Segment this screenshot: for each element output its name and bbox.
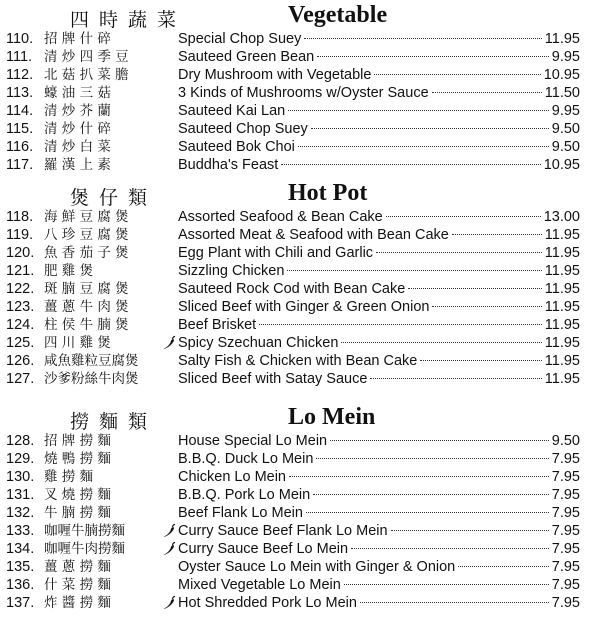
section-title: Hot Pot xyxy=(288,180,368,206)
item-chinese-name: 海 鮮 豆 腐 煲 xyxy=(44,209,129,225)
menu-item xyxy=(0,298,600,316)
section-title-chinese: 撈麵類 xyxy=(70,411,158,433)
item-chinese-name: 招 牌 什 碎 xyxy=(44,31,111,47)
item-number: 135. xyxy=(6,559,35,575)
item-name: Sizzling Chicken xyxy=(178,263,285,279)
dot-leader xyxy=(330,440,549,441)
item-number: 110. xyxy=(6,31,34,47)
item-chinese-name: 四 川 雞 煲 xyxy=(44,335,111,351)
section-header xyxy=(0,2,600,30)
item-price: 11.95 xyxy=(544,263,580,279)
item-chinese-name: 叉 燒 撈 麵 xyxy=(44,487,111,503)
item-chinese-name: 清 炒 四 季 豆 xyxy=(44,49,129,65)
dot-leader xyxy=(391,530,549,531)
section-lo-mein xyxy=(0,404,600,612)
item-name: Sauteed Green Bean xyxy=(178,49,315,65)
section-header xyxy=(0,180,600,208)
item-chinese-name: 清 炒 芥 蘭 xyxy=(44,103,111,119)
item-line xyxy=(178,370,580,388)
item-price: 9.50 xyxy=(551,121,580,137)
item-price: 10.95 xyxy=(543,157,580,173)
item-price: 11.95 xyxy=(544,335,580,351)
item-number: 131. xyxy=(6,487,35,503)
menu-item xyxy=(0,48,600,66)
section-title: Vegetable xyxy=(288,2,388,28)
item-number: 114. xyxy=(6,103,34,119)
item-number: 123. xyxy=(6,299,35,315)
item-chinese-name: 咖喱牛肉撈麵 xyxy=(44,541,125,557)
item-line xyxy=(178,558,580,576)
item-line xyxy=(178,84,580,102)
item-number: 122. xyxy=(6,281,35,297)
item-chinese-name: 羅 漢 上 素 xyxy=(44,157,111,173)
menu-item xyxy=(0,280,600,298)
item-number: 129. xyxy=(6,451,35,467)
item-number: 111. xyxy=(6,49,33,65)
item-price: 9.95 xyxy=(551,103,580,119)
item-price: 9.50 xyxy=(551,433,580,449)
item-name: House Special Lo Mein xyxy=(178,433,328,449)
item-line xyxy=(178,450,580,468)
item-number: 125. xyxy=(6,335,35,351)
item-chinese-name: 牛 腩 撈 麵 xyxy=(44,505,111,521)
item-name: Sauteed Chop Suey xyxy=(178,121,308,137)
item-line xyxy=(178,226,580,244)
menu-item xyxy=(0,30,600,48)
item-chinese-name: 炸 醬 撈 麵 xyxy=(44,595,111,611)
item-chinese-name: 咸魚雞粒豆腐煲 xyxy=(44,353,139,369)
dot-leader xyxy=(298,146,549,147)
chili-pepper-icon xyxy=(160,541,176,557)
item-price: 7.95 xyxy=(551,469,580,485)
item-line xyxy=(178,576,580,594)
item-line xyxy=(178,156,580,174)
menu-item xyxy=(0,370,600,388)
item-line xyxy=(178,504,580,522)
menu-item xyxy=(0,522,600,540)
menu-item xyxy=(0,120,600,138)
item-chinese-name: 咖喱牛腩撈麵 xyxy=(44,523,125,539)
dot-leader xyxy=(281,164,540,165)
item-price: 11.95 xyxy=(544,281,580,297)
item-price: 7.95 xyxy=(551,559,580,575)
item-name: 3 Kinds of Mushrooms w/Oyster Sauce xyxy=(178,85,429,101)
item-number: 127. xyxy=(6,371,35,387)
menu-item xyxy=(0,450,600,468)
item-line xyxy=(178,244,580,262)
menu-item xyxy=(0,156,600,174)
item-price: 9.95 xyxy=(551,49,580,65)
item-line xyxy=(178,540,580,558)
dot-leader xyxy=(376,252,542,253)
menu-item xyxy=(0,244,600,262)
dot-leader xyxy=(317,56,549,57)
menu-item xyxy=(0,66,600,84)
dot-leader xyxy=(259,324,542,325)
dot-leader xyxy=(316,458,548,459)
dot-leader xyxy=(452,234,542,235)
item-name: Oyster Sauce Lo Mein with Ginger & Onion xyxy=(178,559,456,575)
item-name: Curry Sauce Beef Flank Lo Mein xyxy=(178,523,388,539)
item-number: 119. xyxy=(6,227,34,243)
item-number: 112. xyxy=(6,67,34,83)
item-number: 134. xyxy=(6,541,35,557)
item-name: Assorted Seafood & Bean Cake xyxy=(178,209,383,225)
section-hot-pot xyxy=(0,180,600,388)
item-price: 7.95 xyxy=(551,577,580,593)
dot-leader xyxy=(288,110,549,111)
item-chinese-name: 薑 蔥 牛 肉 煲 xyxy=(44,299,129,315)
item-line xyxy=(178,594,580,612)
item-name: Sauteed Bok Choi xyxy=(178,139,295,155)
item-number: 115. xyxy=(6,121,34,137)
item-name: Assorted Meat & Seafood with Bean Cake xyxy=(178,227,449,243)
menu-item xyxy=(0,262,600,280)
item-line xyxy=(178,432,580,450)
item-chinese-name: 柱 侯 牛 腩 煲 xyxy=(44,317,129,333)
item-name: B.B.Q. Duck Lo Mein xyxy=(178,451,314,467)
item-name: Sauteed Kai Lan xyxy=(178,103,286,119)
item-number: 118. xyxy=(6,209,34,225)
menu-item xyxy=(0,316,600,334)
dot-leader xyxy=(306,512,549,513)
item-chinese-name: 魚 香 茄 子 煲 xyxy=(44,245,129,261)
item-price: 7.95 xyxy=(551,523,580,539)
item-line xyxy=(178,102,580,120)
chili-pepper-icon xyxy=(160,335,176,351)
item-name: Sauteed Rock Cod with Bean Cake xyxy=(178,281,406,297)
item-price: 7.95 xyxy=(551,487,580,503)
item-line xyxy=(178,298,580,316)
menu-item xyxy=(0,208,600,226)
item-price: 9.50 xyxy=(551,139,580,155)
menu-item xyxy=(0,558,600,576)
item-chinese-name: 清 炒 白 菜 xyxy=(44,139,111,155)
item-number: 117. xyxy=(6,157,34,173)
item-price: 11.50 xyxy=(544,85,580,101)
item-chinese-name: 招 牌 撈 麵 xyxy=(44,433,111,449)
item-chinese-name: 北 菇 扒 菜 膽 xyxy=(44,67,129,83)
item-chinese-name: 斑 腩 豆 腐 煲 xyxy=(44,281,129,297)
item-name: Special Chop Suey xyxy=(178,31,302,47)
item-number: 113. xyxy=(6,85,34,101)
dot-leader xyxy=(304,38,541,39)
item-name: Salty Fish & Chicken with Bean Cake xyxy=(178,353,418,369)
item-chinese-name: 燒 鴨 撈 麵 xyxy=(44,451,111,467)
item-name: B.B.Q. Pork Lo Mein xyxy=(178,487,311,503)
item-price: 7.95 xyxy=(551,595,580,611)
dot-leader xyxy=(370,378,541,379)
item-name: Spicy Szechuan Chicken xyxy=(178,335,339,351)
item-line xyxy=(178,334,580,352)
item-price: 11.95 xyxy=(544,371,580,387)
menu-item xyxy=(0,486,600,504)
section-title-chinese: 四時蔬菜 xyxy=(70,9,187,31)
item-line xyxy=(178,280,580,298)
dot-leader xyxy=(311,128,549,129)
item-line xyxy=(178,522,580,540)
item-chinese-name: 什 菜 撈 麵 xyxy=(44,577,111,593)
dot-leader xyxy=(408,288,541,289)
menu-item xyxy=(0,432,600,450)
item-number: 132. xyxy=(6,505,35,521)
item-number: 137. xyxy=(6,595,35,611)
item-name: Egg Plant with Chili and Garlic xyxy=(178,245,374,261)
item-line xyxy=(178,66,580,84)
menu-item xyxy=(0,352,600,370)
dot-leader xyxy=(289,476,549,477)
dot-leader xyxy=(287,270,541,271)
item-line xyxy=(178,48,580,66)
item-chinese-name: 肥 雞 煲 xyxy=(44,263,94,279)
item-price: 11.95 xyxy=(544,31,580,47)
dot-leader xyxy=(351,548,549,549)
item-number: 124. xyxy=(6,317,35,333)
item-name: Sliced Beef with Satay Sauce xyxy=(178,371,368,387)
menu-item xyxy=(0,576,600,594)
menu-item xyxy=(0,138,600,156)
section-vegetable xyxy=(0,2,600,174)
section-header xyxy=(0,404,600,432)
item-name: Buddha's Feast xyxy=(178,157,279,173)
dot-leader xyxy=(458,566,549,567)
item-number: 130. xyxy=(6,469,35,485)
item-name: Sliced Beef with Ginger & Green Onion xyxy=(178,299,430,315)
item-name: Beef Flank Lo Mein xyxy=(178,505,303,521)
item-number: 121. xyxy=(6,263,35,279)
item-line xyxy=(178,138,580,156)
chili-pepper-icon xyxy=(160,523,176,539)
item-number: 136. xyxy=(6,577,35,593)
item-line xyxy=(178,120,580,138)
menu-item xyxy=(0,468,600,486)
item-chinese-name: 蠔 油 三 菇 xyxy=(44,85,111,101)
dot-leader xyxy=(420,360,541,361)
dot-leader xyxy=(313,494,549,495)
item-chinese-name: 沙爹粉絲牛肉煲 xyxy=(44,371,139,387)
menu-item xyxy=(0,594,600,612)
item-price: 7.95 xyxy=(551,451,580,467)
menu-item xyxy=(0,334,600,352)
item-number: 120. xyxy=(6,245,35,261)
item-line xyxy=(178,208,580,226)
item-name: Mixed Vegetable Lo Mein xyxy=(178,577,341,593)
item-line xyxy=(178,30,580,48)
section-title: Lo Mein xyxy=(288,404,376,430)
dot-leader xyxy=(374,74,540,75)
item-name: Dry Mushroom with Vegetable xyxy=(178,67,372,83)
item-line xyxy=(178,262,580,280)
item-line xyxy=(178,352,580,370)
item-price: 11.95 xyxy=(544,227,580,243)
dot-leader xyxy=(344,584,549,585)
item-number: 116. xyxy=(6,139,34,155)
item-name: Curry Sauce Beef Lo Mein xyxy=(178,541,349,557)
menu-item xyxy=(0,504,600,522)
menu-item xyxy=(0,84,600,102)
item-chinese-name: 雞 撈 麵 xyxy=(44,469,94,485)
item-line xyxy=(178,468,580,486)
item-name: Beef Brisket xyxy=(178,317,257,333)
item-line xyxy=(178,316,580,334)
section-title-chinese: 煲仔類 xyxy=(70,187,158,209)
dot-leader xyxy=(432,306,541,307)
item-number: 128. xyxy=(6,433,35,449)
item-number: 133. xyxy=(6,523,35,539)
dot-leader xyxy=(341,342,541,343)
menu-item xyxy=(0,540,600,558)
menu-item xyxy=(0,102,600,120)
dot-leader xyxy=(360,602,549,603)
item-price: 7.95 xyxy=(551,505,580,521)
item-price: 13.00 xyxy=(543,209,580,225)
item-price: 11.95 xyxy=(544,245,580,261)
item-price: 11.95 xyxy=(544,353,580,369)
dot-leader xyxy=(432,92,542,93)
item-price: 11.95 xyxy=(544,317,580,333)
dot-leader xyxy=(386,216,541,217)
item-name: Chicken Lo Mein xyxy=(178,469,286,485)
item-line xyxy=(178,486,580,504)
chili-pepper-icon xyxy=(160,595,176,611)
item-number: 126. xyxy=(6,353,35,369)
menu-item xyxy=(0,226,600,244)
item-chinese-name: 薑 蔥 撈 麵 xyxy=(44,559,111,575)
item-price: 10.95 xyxy=(543,67,580,83)
item-price: 7.95 xyxy=(551,541,580,557)
item-chinese-name: 八 珍 豆 腐 煲 xyxy=(44,227,129,243)
item-name: Hot Shredded Pork Lo Mein xyxy=(178,595,357,611)
item-chinese-name: 清 炒 什 碎 xyxy=(44,121,111,137)
item-price: 11.95 xyxy=(544,299,580,315)
